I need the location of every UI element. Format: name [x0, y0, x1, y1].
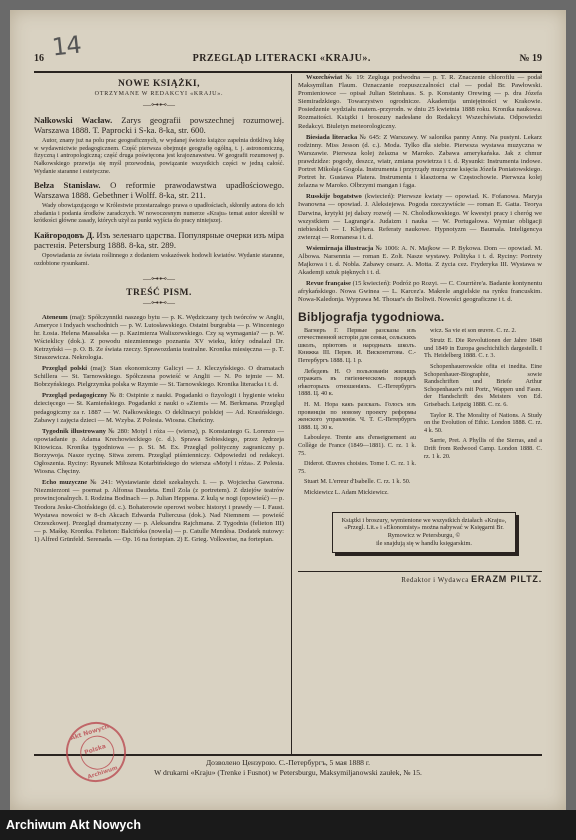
periodical-contents: (15 kwiecień): Podróż po Rozyi. — C. Courrière'a. Badanie kontynentu afrykańskiego. Nowa Gwinea — L. Karcez'a. Makrele angielskie na rynku francuskim. Nowa-Kaledonja. Wyprawa M. Thouar's do Boliwii. Nowości geograficzne i t. d. — [298, 280, 542, 304]
periodical-contents: № 8: Ostpinie z nauki. Pogadanki o fizyologii i hygienie wieku dziecięcego — St. Kamieńskiego. Pogadanki z nauki o «Ziemi» — M. Berkmana. Przegląd pedagogiczny za r. 1887 — W. Nałkowskiego. O deklinacyi polskiej — Ad. Krasińskiego. Zabawy i zajęcia dzieci — M. Wzyba. Z Polesia. Wiosna. Cheńciny. — [34, 392, 284, 424]
book-entry — [34, 230, 284, 267]
bibliography-item: Лебедевъ Н. О пользованіи жилищъ отражать въ гигіеническомъ порядкѣ нѣкоторыхъ отношеніяхъ. С.-Петербургъ 1888. Ц. 40 к. — [298, 367, 416, 398]
stamp-ring-bottom-text: Archiwum — [86, 765, 119, 781]
periodical-entry — [298, 193, 542, 242]
ornament-divider: —⊶⊷— — [143, 298, 175, 308]
contents-title: TREŚĆ PISM. — [126, 288, 192, 299]
periodical-entry — [34, 392, 284, 424]
ornament-divider: —⊶⊷— — [143, 100, 175, 110]
bookstore-notice-text: Książki i broszury, wymienione we wszystkich działach «Kraju», «Przegl. Lit.» i «Ekonomisty» można nabywać w Księgarni Br. Rymowicz w Petersburgu, © — [341, 516, 507, 540]
periodical-name: Przegląd pedagogiczny — [42, 392, 108, 400]
periodical-entry — [34, 365, 284, 389]
periodical-entry — [298, 134, 542, 191]
bibliography-item: Diderot. Œuvres choisies. Tome I. C. rz. 1 k. 75. — [298, 460, 416, 475]
book-entry — [34, 115, 284, 175]
bibliography-item: Strutz E. Die Revolutionen der Jahre 1848 und 1849 in Europa geschichtlich dargestellt. I Th. Heidelberg 1888. C. r. 3. — [424, 337, 542, 360]
bibliography-item: Schopenhauerowskie ofita ei inedita. Eine Schopenhauer-Biographie, sowie Randschriften und Briefe Arthur Schopenhauer's mit Portr., Wappen und Fasm. der Handschrift des Meisters von Ed. Grisebach. Leipzig 1888. C. rz. 6. — [424, 363, 542, 408]
book-heading — [34, 180, 284, 200]
left-column — [34, 74, 284, 547]
periodical-contents: (maj): Spółczynniki naszego bytu — p. K. Wędziczany tych twórców w Anglii, Ameryce i Indyach wschodnich — p. W. Lutosławskiego. Ostatni burgrabia — p. Wincentego hr. Łosia. Helena Massalska — p. Kazimierza Waliszewskiego. Czy są wymagania? — p. W. Wścieklicy (dok.). Z powodu niezmiennego poznania XV wieku, który odnalazł Dr. Ketrzyński — p. O. B. Ze świata rzeczy. Sprawozdania teatralne. Kronika miesięczna — p. T. Straszewicza. Nekrologia. — [34, 313, 284, 361]
editor-label: Redaktor i Wydawca — [401, 575, 469, 584]
column-divider — [291, 74, 292, 754]
journal-title: PRZEGLĄD LITERACKI «KRAJU». — [192, 52, 371, 64]
book-heading — [34, 115, 284, 135]
right-column — [298, 74, 542, 584]
book-title: Zarys geografii powszechnej rozumowej. Warszawa 1888. T. Paprocki i S-ka. 8-ka, str. 600. — [34, 115, 284, 136]
periodical-entry — [298, 280, 542, 304]
periodical-name: Wszechświat — [306, 74, 343, 81]
book-title: O reformie prawodawstwa upadłościowego. Warszawa 1888. Gebethner i Wolff. 8-ka, str. 211. — [34, 180, 284, 201]
periodical-contents: (maj): Stan ekonomiczny Galicyi — J. Kleczyńskiego. O dramatach Schillera — St. Tarnowskiego. Spółczesna powieść w Anglii — N. Po tejmie — M. Bobrzyńskiego. Pielgrzymka polska w Rzymie — St. Tarnowskiego. Kronika literacka i t. d. — [34, 365, 284, 389]
ornament-divider: —⊶⊷— — [143, 274, 175, 284]
new-books-title: NOWE KSIĄŻKI, — [118, 79, 200, 89]
bibliography-item: Mickiewicz L. Adam Mickiewicz. — [304, 488, 389, 496]
editor-name: ERAZM PILTZ. — [471, 573, 542, 584]
bibliography-item: wicz. Sa vie et son œuvre. C. rz. 2. — [430, 326, 517, 334]
issue-number: № 19 — [519, 52, 542, 64]
bibliography-item: Stuart M. L'erreur d'Isabelle. C. rz. 1 k. 50. — [304, 478, 411, 486]
bibliography-item: Taylor R. The Morality of Nations. A Study on the Evolution of Ethic. London 1888. C. rz. 4 k. 50. — [424, 411, 542, 434]
periodical-contents: № 241: Wystawianie dzieł szekalnych. I. — p. Wojciecha Gawrona. Niezmierzoni — poemat p. Alfonsa Daudeta. Emil Zola (z portretem). Z dziejów teatrów prowincjonalnych. I. Rodzina Bodinach — p. Julian Heppena. Z kulą w nogi (opowieść) — p. Teodora Jeske-Choińskiego (d. c.). Bohaterowie operowi wobec historyi i prawdy — I. Faust. Wystawa nowości w 8-ch Akcach Edwarda Fuliercusa (dok.). Nad Niemnem — powieść Orzeszkowej. Przegląd dramatyczny — p. Aleksandra Rajchmana. Z Tygodnia (felieton III) — p. Maśkę. Kronika. Felieton: Balcińska (nowela) — p. Catulle Mendèsa. Dodatek nutowy: 1) Alfred Grünfeld. Serenada. — Op. 16 na fortepian. 2) E. Grieg. Volkweise, na fortepian. — [34, 479, 284, 543]
bibliography-columns — [298, 327, 542, 500]
periodical-name: Russkije bogatstwo — [306, 193, 362, 201]
bibliography-item: Н. М. Нора какъ разсказъ. Голосъ изъ провинціи по новому проекту реформы женского управленія. Ч. Т. С.-Петербургъ 1888. Ц. 30 к. — [298, 400, 416, 431]
periodical-entry — [34, 428, 284, 477]
periodical-name: Przegląd polski — [42, 365, 88, 373]
periodical-entry — [298, 74, 542, 131]
printer-note: W drukarni «Kraju» (Trenke i Fusnot) w Petersburgu, Maksymiljanowski zaułek, № 15. — [154, 768, 422, 777]
book-description: Autor, znany już na polu prac geograficznych, w wydanej świeżo książce zapełnia dotkliwą lukę w wydawnictwie pedagogicznem. Część pierwsza obejmuje geografię ogólną, t. j. astronomiczną, fizyczną i antropologiczną; część druga poświęcona jest krajoznawstwu. W geografii rozumowej p. Nałkowskiego przewija się myśl przewodnia, powiązanie wszystkich części w jedną całość. Wydanie staranne i estetyczne. — [34, 137, 284, 175]
new-books-subtitle: OTRZYMANE W REDAKCYI «KRAJU». — [94, 91, 224, 98]
page-header — [34, 48, 542, 73]
book-title: Изъ зеленаго царства. Популярные очерки изъ міра растенія. Petersburg 1888. 8-ka, str. 289. — [34, 230, 284, 251]
bibliography-left — [298, 327, 416, 500]
editor-line — [298, 571, 542, 584]
bibliography-item: Labouleye. Trente ans d'enseignement au Collège de France (1849—1881). C. rz. 1 k. 75. — [298, 434, 416, 457]
periodical-contents: № 1006: A. N. Majkow — P. Bykowa. Dom — opowiad. M. Albowa. Narsennia — roman E. Zolt. Nasze wystawy. Polityka i t. d. Ryciny: Portrety Majkowa i t. d. Nobla. Zabawy cesarz. A. Motta. Z życia cez. Fryderyka III. Wystawa w Akademji sztuk pięknych i t. d. — [298, 244, 542, 277]
periodical-name: Revue française — [306, 280, 351, 288]
censor-note: Дозволено Цензурою. С.-Петербургъ, 5 мая 1888 г. — [205, 758, 371, 767]
archive-caption-bar: Archiwum Akt Nowych — [0, 810, 576, 840]
periodical-contents: (kwiecień): Pierwsze kwiaty — opowiad. K. Fofanowa. Maryja Iwanowna — opowiad. J. Aleksiejewa. Pogoda rzeczywiście — roman E. Gatta. Teorya Darwina, krytyki jej dalszy rozwój — N. Cholodkowskiego. W kwestyi pracy i cheróg we wszystkiem — Lagrange'a. Judaizm i nauka — W. Portugałowa. Wymiar obligacji niebieskich — I. Klejhera. Referaty naukowe. Hypnotyzm — Baumala. Inteligencya zwierząt — Romanesa i t. d. — [298, 193, 542, 241]
book-author: Кайгородовъ Д. — [34, 230, 95, 241]
periodical-name: Echo muzyczne — [42, 479, 88, 487]
periodical-name: Wsiemirnaja illustracja — [306, 244, 374, 252]
book-author: Bełza Stanisław. — [34, 180, 101, 191]
bookstore-notice-text-2: ile snajdują się w handlu księgarskim. — [376, 539, 472, 547]
book-entry — [34, 180, 284, 225]
book-description: Opowiadania ze świata roślinnego z dodaniem wskazówek hodowli kwiatów. Wydanie staranne, ozdobione rysunkami. — [34, 252, 284, 267]
periodical-entry — [34, 314, 284, 363]
bibliography-right — [424, 327, 542, 500]
stamp-core-text: Polska — [83, 742, 107, 757]
book-heading — [34, 230, 284, 250]
periodical-contents: № 645: Z Warszawy. W salonika panny Anny. Na pustyni. Lekarz rodzinny. Miss Jesson (d. c.). Moda. Tylko dla siebie. Pierwsza wystawa muzyczna w Warszawie. Pierwsza kolej żelazna w Maroko. Zabawa amerykańska. Jak z chmur prawdzidze: pogody, deszcz, wiatr, zmiana powietrza i t. d. Rysunki: Instrumenta indowe. Portret Mikołaja Gogola. Instrumenta i przyrządy muzyczne księcia Józefa Poniatowskiego. Portret hr. Gustawa Platera. Instrumenta i klasztorna w Częstochowie. Pierwsza kolej żelazna w Maroko. Olbrzymi mangan i fąga. — [298, 133, 542, 190]
periodical-contents: № 19: Zegluga podwodna — p. T. R. Znaczenie chlorofilu — podał Maksymilian Flaum. Oznaczanie rozpuszczalności ciał — podał Br. Pawłowski. Promieniowce — opisał Julian Steinhaus. S. p. Konstanty Orewing — p. dra Józefa Siemiradzkiego. Towarzystwo ogrodnicze. Akademija umiejętności w Krakowie. Posiedzenie wydziału matem.-przyrodn. w dniu 25 kwietnia 1888 roku. Kronika naukowa. Rozmaitości. Książki i broszury nadesłane do Redakcyi Wszechświata. Odpowiedzi Redakcyi. Biuletyn meteorologiczny. — [298, 74, 542, 130]
periodical-name: Biesiada literacka — [306, 133, 358, 141]
periodical-name: Tygodnik illustrowany — [42, 427, 106, 435]
bibliography-item: Sarrie, Pret. A Phyllis of the Sierras, and a Drift from Redwood Camp. London 1888. C. rz. 1 k. 20. — [424, 437, 542, 460]
bookstore-notice — [332, 512, 516, 553]
page-number: 16 — [34, 52, 44, 64]
periodical-entry — [298, 245, 542, 277]
periodical-name: Ateneum — [42, 313, 68, 321]
periodical-entry — [34, 479, 284, 544]
book-author: Nałkowski Wacław. — [34, 115, 113, 126]
bibliography-title: Bibljografja tygodniowa. — [298, 309, 445, 324]
stamp-ring-text: Akt Nowych — [69, 722, 110, 743]
book-description: Wady obowiązującego w Królestwie przestarzałego prawa o upadłościach, skłoniły autora do ich zbadania i podania środków zaradczych. W nowoczesnym numerze «Kraju» temat autor skreślił w krótkości główne zasady, których użył za punkt wyjścia do pracy niniejszej. — [34, 202, 284, 225]
bibliography-item: Вагнеръ Г. Первые разсказы изъ отечественной исторіи для семьи, сельскихъ школъ, пріютовъ и народныхъ школъ. Книжка III. Перев. И. Висконтатова. С.-Петербургъ 1888. Ц. 1 р. — [298, 326, 416, 364]
handwritten-page-number: 14 — [50, 30, 82, 62]
periodical-contents: № 280: Motyl i róża — (wiersz), p. Konstantego G. Lorenzo — opowiadanie p. Adama Krechowieckiego (c. d.). Sprawa Sobieskiego, przez Jędrzeja Kitowicza. Kronika tygodniowa — p. St. M. Ex. Przegląd polityczny zagraniczny p. Borzywoja. Nasze rycinę. Sitwa zerem. Przegląd piśmienniczy. Odpowiedzi od redakcyi. Ogłoszenia. Ryciny: Rysunek Miłosza Kotarbińskiego do wiersza «Motyl i róża». Z Polesia. Wiosna. Chęciny. — [34, 427, 284, 476]
